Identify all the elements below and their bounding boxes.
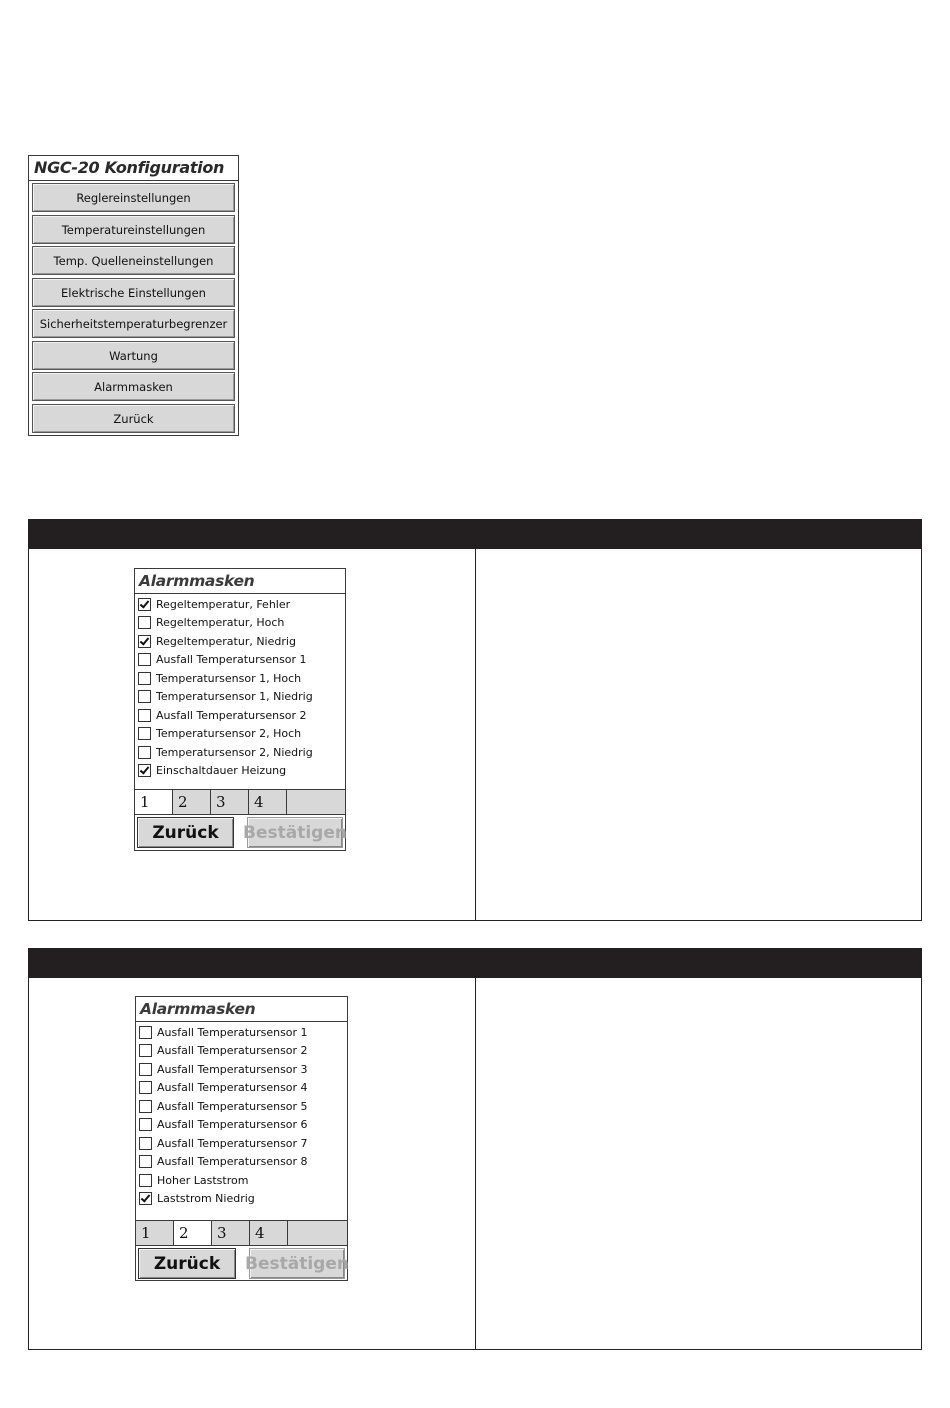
regler-settings-button[interactable]: Reglereinstellungen [32, 183, 235, 212]
alarm-item[interactable] [138, 725, 345, 744]
alarm-item[interactable] [138, 688, 345, 707]
checkbox[interactable] [138, 635, 151, 648]
alarm-item[interactable] [139, 1116, 347, 1135]
tab-bar-filler [287, 790, 345, 814]
alarm-item-label: Ausfall Temperatursensor 1 [156, 653, 307, 667]
checkbox[interactable] [139, 1026, 152, 1039]
alarm-item-label: Hoher Laststrom [157, 1173, 249, 1187]
alarm-item-label: Ausfall Temperatursensor 1 [157, 1025, 308, 1039]
section-alarm-page-1 [28, 519, 922, 921]
checkbox[interactable] [138, 746, 151, 759]
checkbox[interactable] [139, 1174, 152, 1187]
section-header-bar [28, 948, 922, 978]
checkbox[interactable] [139, 1081, 152, 1094]
tab-bar-filler [288, 1221, 347, 1245]
alarm-item[interactable] [138, 614, 345, 633]
checkbox[interactable] [138, 616, 151, 629]
section-column-divider [475, 978, 476, 1349]
alarm-checkbox-list [138, 595, 345, 780]
alarm-item-label: Ausfall Temperatursensor 2 [156, 708, 307, 722]
config-menu-title: NGC-20 Konfiguration [29, 156, 238, 181]
checkbox[interactable] [139, 1044, 152, 1057]
checkbox[interactable] [138, 764, 151, 777]
alarm-item-label: Temperatursensor 1, Hoch [156, 671, 302, 685]
confirm-button[interactable]: Bestätigen [247, 817, 343, 848]
alarm-item-label: Regeltemperatur, Fehler [156, 597, 291, 611]
alarm-item[interactable] [139, 1060, 347, 1079]
checkbox[interactable] [139, 1137, 152, 1150]
alarm-item[interactable] [138, 743, 345, 762]
tab-page-4[interactable]: 4 [249, 790, 287, 814]
alarm-item[interactable] [138, 669, 345, 688]
alarm-item[interactable] [139, 1153, 347, 1172]
alarm-item[interactable] [138, 632, 345, 651]
alarm-item-label: Temperatursensor 1, Niedrig [156, 690, 313, 704]
tab-page-3[interactable]: 3 [212, 1221, 250, 1245]
alarm-item-label: Laststrom Niedrig [157, 1192, 255, 1206]
alarm-item[interactable] [139, 1042, 347, 1061]
alarm-item[interactable] [139, 1097, 347, 1116]
dialog-title: Alarmmasken [135, 569, 345, 594]
back-button[interactable]: Zurück [138, 1248, 236, 1279]
alarm-item[interactable] [139, 1134, 347, 1153]
alarm-item[interactable] [139, 1171, 347, 1190]
page-tabs [135, 789, 345, 815]
checkbox[interactable] [138, 690, 151, 703]
section-alarm-page-2 [28, 948, 922, 1350]
alarm-item-label: Ausfall Temperatursensor 4 [157, 1081, 308, 1095]
alarm-item-label: Ausfall Temperatursensor 6 [157, 1118, 308, 1132]
section-header-bar [28, 519, 922, 549]
checkbox[interactable] [139, 1118, 152, 1131]
tab-page-3[interactable]: 3 [211, 790, 249, 814]
alarm-item-label: Regeltemperatur, Hoch [156, 616, 285, 630]
temperature-settings-button[interactable]: Temperatureinstellungen [32, 215, 235, 244]
alarm-masks-dialog [134, 568, 346, 851]
alarm-item[interactable] [138, 595, 345, 614]
checkbox[interactable] [138, 709, 151, 722]
alarm-masks-dialog [135, 996, 348, 1281]
back-button[interactable]: Zurück [32, 404, 235, 433]
safety-limiter-button[interactable]: Sicherheitstemperaturbegrenzer [32, 309, 235, 338]
tab-page-2[interactable]: 2 [174, 1221, 212, 1245]
checkbox[interactable] [139, 1100, 152, 1113]
temp-source-settings-button[interactable]: Temp. Quelleneinstellungen [32, 246, 235, 275]
alarm-item[interactable] [139, 1079, 347, 1098]
alarm-item[interactable] [139, 1023, 347, 1042]
tab-page-4[interactable]: 4 [250, 1221, 288, 1245]
confirm-button[interactable]: Bestätigen [249, 1248, 345, 1279]
electrical-settings-button[interactable]: Elektrische Einstellungen [32, 278, 235, 307]
checkbox[interactable] [139, 1155, 152, 1168]
alarm-item-label: Temperatursensor 2, Niedrig [156, 745, 313, 759]
config-menu-panel [28, 155, 239, 436]
checkbox[interactable] [138, 598, 151, 611]
checkbox[interactable] [139, 1063, 152, 1076]
maintenance-button[interactable]: Wartung [32, 341, 235, 370]
alarm-item-label: Ausfall Temperatursensor 5 [157, 1099, 308, 1113]
alarm-item-label: Ausfall Temperatursensor 7 [157, 1136, 308, 1150]
section-column-divider [475, 549, 476, 920]
tab-page-1[interactable]: 1 [135, 790, 173, 814]
alarm-item-label: Temperatursensor 2, Hoch [156, 727, 302, 741]
alarm-item-label: Ausfall Temperatursensor 3 [157, 1062, 308, 1076]
tab-page-1[interactable]: 1 [136, 1221, 174, 1245]
alarm-item[interactable] [138, 706, 345, 725]
checkbox[interactable] [138, 672, 151, 685]
alarm-item-label: Einschaltdauer Heizung [156, 764, 287, 778]
alarm-masks-button[interactable]: Alarmmasken [32, 372, 235, 401]
tab-page-2[interactable]: 2 [173, 790, 211, 814]
dialog-title: Alarmmasken [136, 997, 347, 1022]
checkbox[interactable] [138, 653, 151, 666]
checkbox[interactable] [139, 1192, 152, 1205]
alarm-item-label: Ausfall Temperatursensor 8 [157, 1155, 308, 1169]
checkbox[interactable] [138, 727, 151, 740]
alarm-item[interactable] [138, 651, 345, 670]
alarm-item[interactable] [139, 1190, 347, 1209]
page-tabs [136, 1220, 347, 1246]
alarm-item-label: Ausfall Temperatursensor 2 [157, 1044, 308, 1058]
alarm-item-label: Regeltemperatur, Niedrig [156, 634, 296, 648]
alarm-item[interactable] [138, 762, 345, 781]
back-button[interactable]: Zurück [137, 817, 234, 848]
alarm-checkbox-list [139, 1023, 347, 1208]
